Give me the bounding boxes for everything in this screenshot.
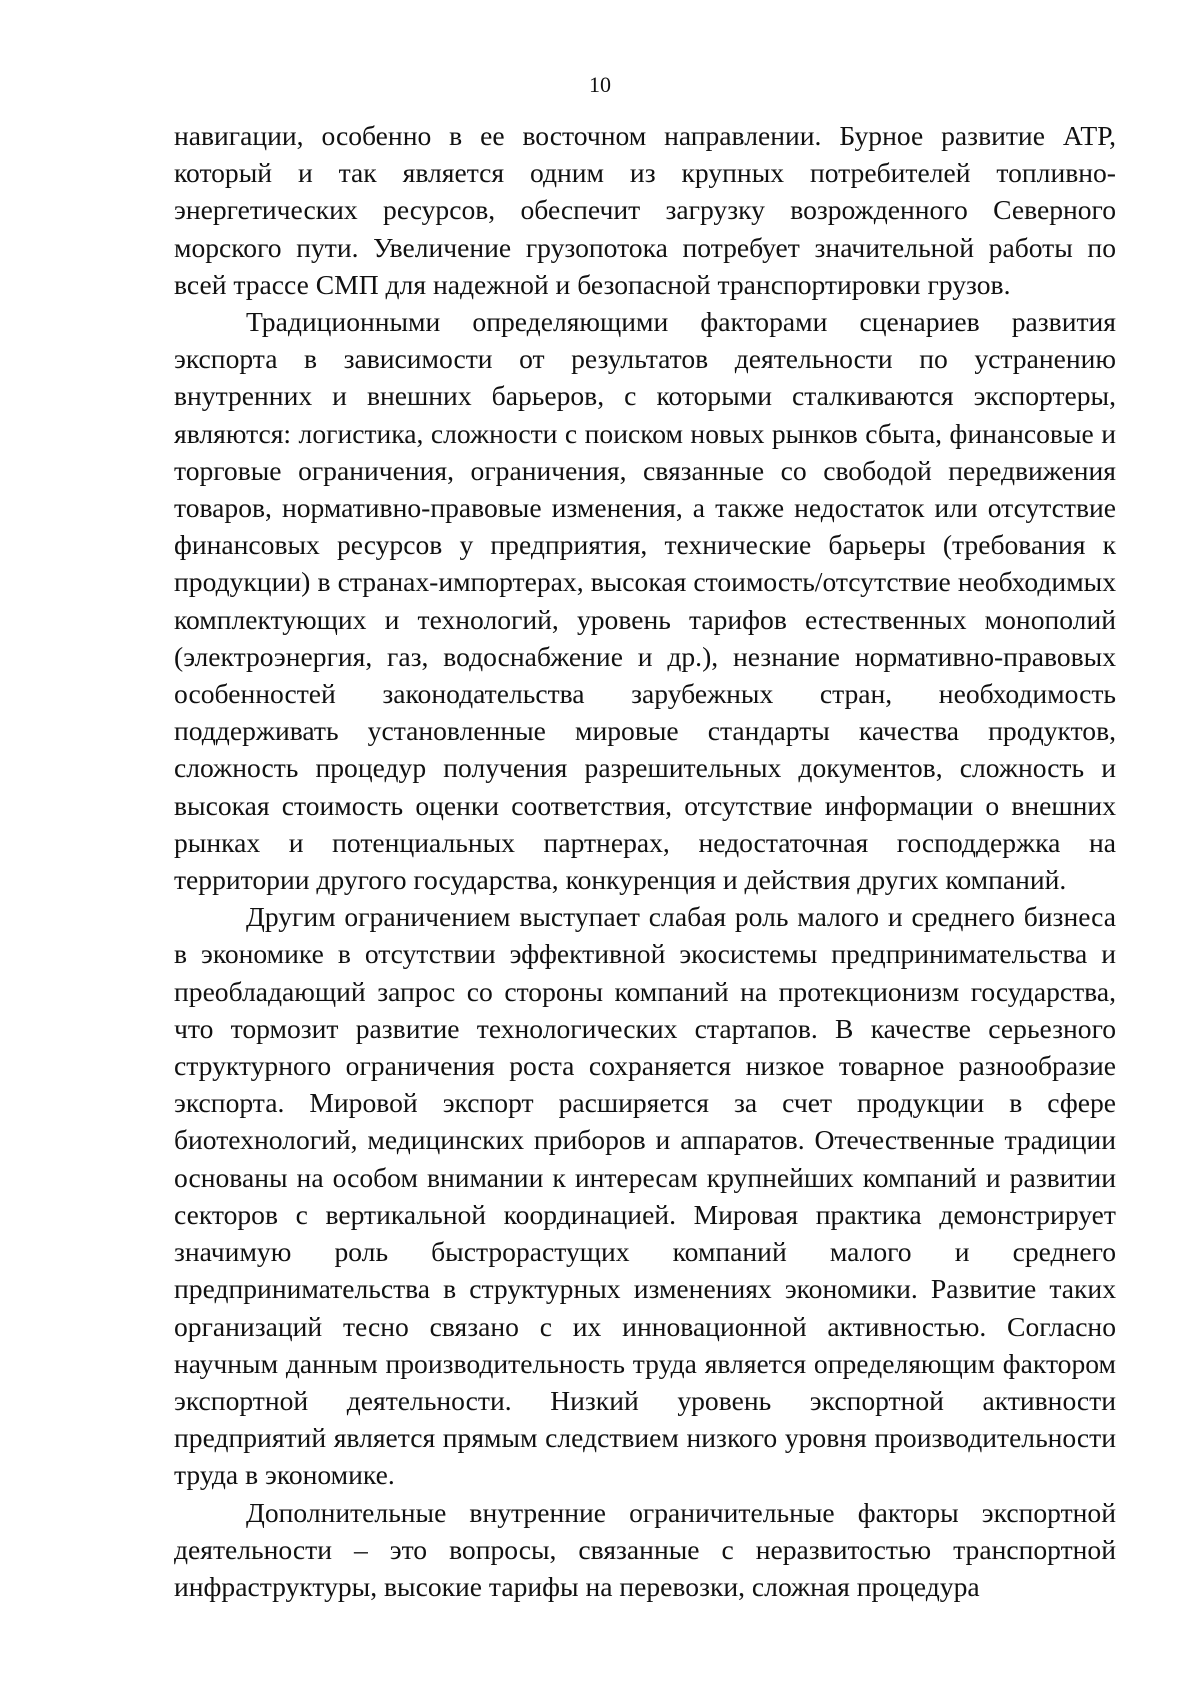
paragraph-3: Другим ограничением выступает слабая роль малого и среднего бизнеса в экономике в отсутствии эффективной экосистемы предпринимательства и преобладающий запрос со стороны компаний на протекционизм государства, что тормозит развитие технологических стартапов. В качестве серьезного структурного ограничения роста сохраняется низкое товарное разнообразие экспорта. Мировой экспорт расширяется за счет продукции в сфере биотехнологий, медицинских приборов и аппаратов. Отечественные традиции основаны на особом внимании к интересам крупнейших компаний и развитии секторов с вертикальной координацией. Мировая практика демонстрирует значимую роль быстрорастущих компаний малого и среднего предпринимательства в структурных изменениях экономики. Развитие таких организаций тесно связано с их инновационной активностью. Согласно научным данным производительность труда является определяющим фактором экспортной деятельности. Низкий уровень экспортной активности предприятий является прямым следствием низкого уровня производительности труда в экономике. [174, 901, 1116, 1491]
paragraph-2: Традиционными определяющими факторами сценариев развития экспорта в зависимости от результатов деятельности по устранению внутренних и внешних барьеров, с которыми сталкиваются экспортеры, являются: логистика, сложности с поиском новых рынков сбыта, финансовые и торговые ограничения, ограничения, связанные со свободой передвижения товаров, нормативно-правовые изменения, а также недостаток или отсутствие финансовых ресурсов у предприятия, технические барьеры (требования к продукции) в странах-импортерах, высокая стоимость/отсутствие необходимых комплектующих и технологий, уровень тарифов естественных монополий (электроэнергия, газ, водоснабжение и др.), незнание нормативно-правовых особенностей законодательства зарубежных стран, необходимость поддерживать установленные мировые стандарты качества продуктов, сложность процедур получения разрешительных документов, сложность и высокая стоимость оценки соответствия, отсутствие информации о внешних рынках и потенциальных партнерах, недостаточная господдержка на территории другого государства, конкуренция и действия других компаний. [174, 306, 1116, 896]
paragraph-4: Дополнительные внутренние ограничительные факторы экспортной деятельности – это вопросы, связанные с неразвитостью транспортной инфраструктуры, высокие тарифы на перевозки, сложная процедура [174, 1496, 1116, 1602]
paragraph-1: навигации, особенно в ее восточном направлении. Бурное развитие АТР, который и так является одним из крупных потребителей топливно-энергетических ресурсов, обеспечит загрузку возрожденного Северного морского пути. Увеличение грузопотока потребует значительной работы по всей трассе СМП для надежной и безопасной транспортировки грузов. [174, 120, 1116, 300]
page-number: 10 [589, 72, 611, 97]
body-text [174, 117, 1116, 1605]
